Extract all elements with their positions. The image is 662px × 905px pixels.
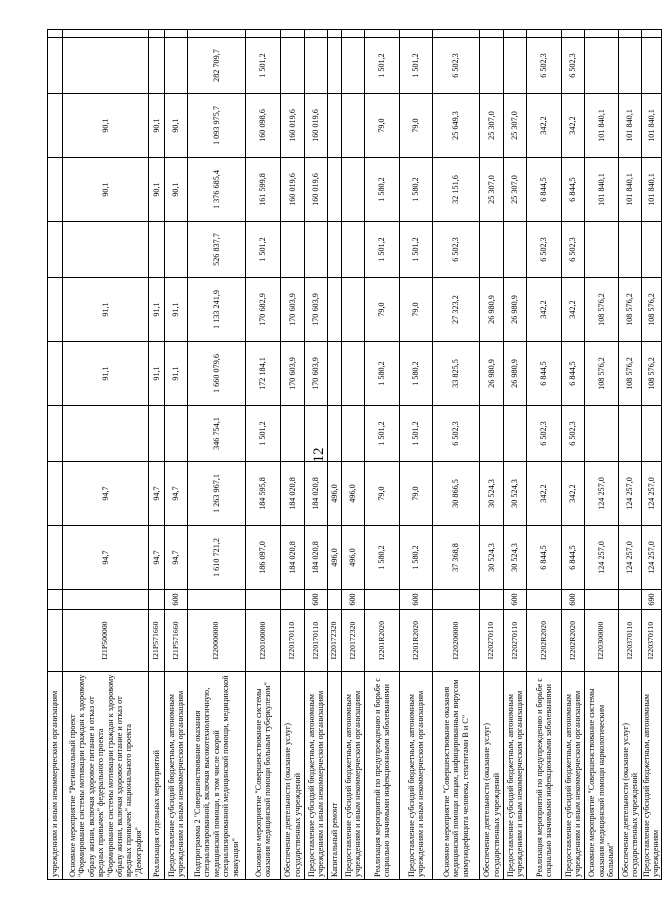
name-cell: Основное мероприятие "Совершенствование системы оказания медицинской помощи наркологическим больным"	[585, 672, 619, 880]
amount-cell-federal-2024	[149, 406, 165, 462]
amount-cell-total-2025: 170 603,9	[281, 342, 305, 406]
amount-cell-regional-2025: 342,2	[562, 278, 585, 342]
amount-cell-extra	[433, 30, 480, 38]
amount-cell-federal-2026	[342, 38, 365, 94]
table-row	[165, 30, 188, 880]
amount-cell-total-2024: 1 610 721,2	[188, 526, 246, 590]
amount-cell-extra	[246, 30, 281, 38]
table-row	[188, 30, 246, 880]
amount-cell-total-2026: 6 844,5	[527, 158, 562, 222]
amount-cell-total-2025: 6 844,5	[527, 342, 562, 406]
amount-cell-total-2026: 1 580,2	[400, 158, 433, 222]
amount-cell-total-2026: 160 019,6	[281, 158, 305, 222]
amount-cell-extra	[149, 30, 165, 38]
amount-cell-federal-2026: 6 502,3	[433, 38, 480, 94]
amount-cell-federal-2025	[328, 222, 342, 278]
amount-cell-regional-2024: 342,2	[527, 462, 562, 526]
amount-cell-regional-2024: 30 866,5	[433, 462, 480, 526]
amount-cell-federal-2024: 6 502,3	[527, 406, 562, 462]
expense-type-cell: 600	[165, 590, 188, 610]
amount-cell-federal-2026	[328, 38, 342, 94]
amount-cell-federal-2026	[642, 38, 662, 94]
amount-cell-federal-2026	[63, 38, 149, 94]
amount-cell-regional-2026: 79,0	[400, 94, 433, 158]
amount-cell-regional-2025: 27 323,2	[433, 278, 480, 342]
amount-cell-regional-2026: 160 019,6	[281, 94, 305, 158]
code-cell: I2201R2020	[365, 610, 400, 672]
amount-cell-federal-2024	[281, 406, 305, 462]
code-cell: I2201R2020	[400, 610, 433, 672]
amount-cell-federal-2025	[149, 222, 165, 278]
amount-cell-total-2024: 124 257,0	[642, 526, 662, 590]
code-cell: I220370110	[642, 610, 662, 672]
amount-cell-regional-2026: 101 840,1	[585, 94, 619, 158]
amount-cell-regional-2024: 1 263 967,1	[188, 462, 246, 526]
table-row	[400, 30, 433, 880]
expense-type-cell	[246, 590, 281, 610]
amount-cell-total-2025: 91,1	[63, 342, 149, 406]
expense-type-cell	[433, 590, 480, 610]
amount-cell-federal-2024: 6 502,3	[562, 406, 585, 462]
amount-cell-extra	[365, 30, 400, 38]
amount-cell-federal-2024	[165, 406, 188, 462]
amount-cell-regional-2025: 1 133 241,9	[188, 278, 246, 342]
amount-cell-federal-2026: 6 502,3	[562, 38, 585, 94]
amount-cell-total-2026: 90,1	[165, 158, 188, 222]
amount-cell-regional-2025: 26 980,9	[480, 278, 504, 342]
amount-cell-regional-2026: 101 840,1	[642, 94, 662, 158]
code-cell: I220172320	[328, 610, 342, 672]
amount-cell-federal-2024	[63, 406, 149, 462]
amount-cell-federal-2025	[619, 222, 642, 278]
amount-cell-federal-2026	[619, 38, 642, 94]
expense-type-cell	[527, 590, 562, 610]
amount-cell-regional-2024: 496,0	[328, 462, 342, 526]
amount-cell-total-2026: 32 151,6	[433, 158, 480, 222]
name-cell: Основное мероприятие "Совершенствование оказания медицинской помощи лицам, инфицированным вирусом иммунодефицита человека, гепатитами В и С"	[433, 672, 480, 880]
table-row	[48, 30, 63, 880]
name-cell: учреждениям и иным некоммерческим организациям	[48, 672, 63, 880]
budget-table	[47, 29, 662, 880]
amount-cell-extra	[188, 30, 246, 38]
amount-cell-regional-2025: 342,2	[527, 278, 562, 342]
table-row	[585, 30, 619, 880]
amount-cell-federal-2025: 6 502,3	[562, 222, 585, 278]
amount-cell-federal-2025	[480, 222, 504, 278]
table-row	[619, 30, 642, 880]
amount-cell-regional-2024: 496,0	[342, 462, 365, 526]
code-cell: I2202R2020	[527, 610, 562, 672]
amount-cell-federal-2026	[281, 38, 305, 94]
amount-cell-regional-2025: 91,1	[63, 278, 149, 342]
amount-cell-federal-2026	[480, 38, 504, 94]
table-row	[433, 30, 480, 880]
name-cell: Основное мероприятие "Региональный проект "Формирование системы мотивации граждан к здоровому образу жизни, включая здоровое питание и отказ от вредных привычек" федерального проекта "Формирование системы мотивации граждан к здоровому образу жизни, включая здоровое питание и отказ от вредных привычек" национального проекта "Демография"	[63, 672, 149, 880]
amount-cell-regional-2024: 94,7	[165, 462, 188, 526]
amount-cell-total-2025: 6 844,5	[562, 342, 585, 406]
amount-cell-total-2024: 124 257,0	[619, 526, 642, 590]
amount-cell-regional-2026	[328, 94, 342, 158]
amount-cell-total-2026	[48, 158, 63, 222]
amount-cell-extra	[342, 30, 365, 38]
amount-cell-regional-2025: 108 576,2	[619, 278, 642, 342]
amount-cell-total-2026: 6 844,5	[562, 158, 585, 222]
table-row	[504, 30, 527, 880]
amount-cell-federal-2025: 1 501,2	[400, 222, 433, 278]
amount-cell-regional-2025: 79,0	[400, 278, 433, 342]
amount-cell-federal-2025	[63, 222, 149, 278]
page-number: 12	[311, 447, 327, 463]
table-row	[562, 30, 585, 880]
amount-cell-extra	[165, 30, 188, 38]
amount-cell-federal-2024	[619, 406, 642, 462]
table-row	[365, 30, 400, 880]
name-cell: Обеспечение деятельности (оказание услуг) государственных учреждений	[281, 672, 305, 880]
amount-cell-extra	[642, 30, 662, 38]
amount-cell-regional-2026: 101 840,1	[619, 94, 642, 158]
expense-type-cell	[281, 590, 305, 610]
table-row	[149, 30, 165, 880]
amount-cell-regional-2024: 184 020,8	[281, 462, 305, 526]
amount-cell-total-2024: 30 524,3	[504, 526, 527, 590]
amount-cell-federal-2025	[504, 222, 527, 278]
amount-cell-regional-2025	[342, 278, 365, 342]
expense-type-cell: 690	[642, 590, 662, 610]
amount-cell-total-2024: 94,7	[149, 526, 165, 590]
amount-cell-total-2025	[48, 342, 63, 406]
amount-cell-total-2025: 108 576,2	[619, 342, 642, 406]
amount-cell-regional-2025: 79,0	[365, 278, 400, 342]
amount-cell-regional-2024: 94,7	[149, 462, 165, 526]
amount-cell-federal-2024: 1 501,2	[365, 406, 400, 462]
amount-cell-total-2024: 6 844,5	[562, 526, 585, 590]
code-cell: I220270110	[504, 610, 527, 672]
amount-cell-regional-2026: 79,0	[365, 94, 400, 158]
amount-cell-federal-2025: 1 501,2	[246, 222, 281, 278]
amount-cell-total-2026: 25 307,0	[480, 158, 504, 222]
table-row	[342, 30, 365, 880]
amount-cell-regional-2026: 1 093 975,7	[188, 94, 246, 158]
amount-cell-regional-2026: 90,1	[63, 94, 149, 158]
amount-cell-federal-2025: 1 501,2	[365, 222, 400, 278]
expense-type-cell: 600	[305, 590, 328, 610]
amount-cell-total-2025: 26 980,9	[504, 342, 527, 406]
code-cell: I21P571660	[165, 610, 188, 672]
amount-cell-total-2026: 25 307,0	[504, 158, 527, 222]
amount-cell-total-2024: 496,0	[328, 526, 342, 590]
table-row	[281, 30, 305, 880]
amount-cell-regional-2026	[48, 94, 63, 158]
amount-cell-total-2025: 33 825,5	[433, 342, 480, 406]
amount-cell-regional-2024: 124 257,0	[619, 462, 642, 526]
code-cell: I2202R2020	[562, 610, 585, 672]
amount-cell-extra	[281, 30, 305, 38]
amount-cell-total-2024: 94,7	[63, 526, 149, 590]
amount-cell-federal-2024	[480, 406, 504, 462]
amount-cell-total-2025: 91,1	[165, 342, 188, 406]
amount-cell-total-2026: 1 580,2	[365, 158, 400, 222]
name-cell: Предоставление субсидий бюджетным, автономным учреждениям и иным некоммерческим организациям	[400, 672, 433, 880]
table-row	[642, 30, 662, 880]
code-cell: I220170110	[281, 610, 305, 672]
amount-cell-regional-2025: 91,1	[165, 278, 188, 342]
amount-cell-regional-2024: 30 524,3	[504, 462, 527, 526]
amount-cell-total-2025: 91,1	[149, 342, 165, 406]
code-cell: I220172320	[342, 610, 365, 672]
amount-cell-regional-2025: 91,1	[149, 278, 165, 342]
amount-cell-regional-2025: 170 603,9	[281, 278, 305, 342]
amount-cell-total-2026: 161 599,8	[246, 158, 281, 222]
table-row	[527, 30, 562, 880]
expense-type-cell: 600	[562, 590, 585, 610]
amount-cell-federal-2024: 346 754,1	[188, 406, 246, 462]
expense-type-cell	[480, 590, 504, 610]
amount-cell-regional-2026: 25 649,3	[433, 94, 480, 158]
amount-cell-total-2025: 108 576,2	[642, 342, 662, 406]
amount-cell-regional-2026: 25 307,0	[480, 94, 504, 158]
name-cell: Капитальный ремонт	[328, 672, 342, 880]
amount-cell-federal-2024: 6 502,3	[433, 406, 480, 462]
amount-cell-extra	[585, 30, 619, 38]
amount-cell-total-2024: 30 524,3	[480, 526, 504, 590]
amount-cell-extra	[480, 30, 504, 38]
amount-cell-total-2025: 26 980,9	[480, 342, 504, 406]
name-cell: Реализация мероприятий по предупреждению и борьбе с социально значимыми инфекционными заболеваниями	[527, 672, 562, 880]
amount-cell-federal-2026: 1 501,2	[246, 38, 281, 94]
amount-cell-total-2026: 90,1	[63, 158, 149, 222]
amount-cell-total-2024: 1 580,2	[400, 526, 433, 590]
expense-type-cell	[619, 590, 642, 610]
amount-cell-regional-2024: 94,7	[63, 462, 149, 526]
amount-cell-federal-2024: 1 501,2	[246, 406, 281, 462]
amount-cell-federal-2024	[328, 406, 342, 462]
expense-type-cell	[188, 590, 246, 610]
name-cell: Предоставление субсидий бюджетным, автономным учреждениям и иным некоммерческим организациям	[342, 672, 365, 880]
amount-cell-federal-2025	[642, 222, 662, 278]
table-row	[328, 30, 342, 880]
amount-cell-extra	[328, 30, 342, 38]
amount-cell-total-2026	[342, 158, 365, 222]
amount-cell-regional-2026	[342, 94, 365, 158]
amount-cell-federal-2026: 1 501,2	[365, 38, 400, 94]
amount-cell-federal-2024	[342, 406, 365, 462]
amount-cell-total-2024: 186 097,0	[246, 526, 281, 590]
amount-cell-total-2026	[328, 158, 342, 222]
amount-cell-federal-2026	[149, 38, 165, 94]
amount-cell-regional-2024: 79,0	[400, 462, 433, 526]
amount-cell-federal-2025: 526 837,7	[188, 222, 246, 278]
code-cell: I220000000	[188, 610, 246, 672]
amount-cell-regional-2024: 342,2	[562, 462, 585, 526]
amount-cell-federal-2026: 1 501,2	[400, 38, 433, 94]
amount-cell-total-2025: 170 603,9	[305, 342, 328, 406]
amount-cell-regional-2026: 25 307,0	[504, 94, 527, 158]
amount-cell-regional-2026: 160 019,6	[305, 94, 328, 158]
rotated-landscape-sheet	[47, 30, 661, 880]
amount-cell-total-2024: 94,7	[165, 526, 188, 590]
amount-cell-total-2024: 6 844,5	[527, 526, 562, 590]
amount-cell-federal-2024: 1 501,2	[400, 406, 433, 462]
expense-type-cell: 600	[400, 590, 433, 610]
amount-cell-regional-2026: 342,2	[562, 94, 585, 158]
amount-cell-regional-2024: 184 020,8	[305, 462, 328, 526]
code-cell: I220200000	[433, 610, 480, 672]
name-cell: Предоставление субсидий бюджетным, автономным учреждениям	[642, 672, 662, 880]
amount-cell-regional-2026: 342,2	[527, 94, 562, 158]
code-cell: I21P571660	[149, 610, 165, 672]
amount-cell-extra	[63, 30, 149, 38]
expense-type-cell	[149, 590, 165, 610]
amount-cell-total-2025: 172 184,1	[246, 342, 281, 406]
name-cell: Обеспечение деятельности (оказание услуг) государственных учреждений	[619, 672, 642, 880]
expense-type-cell	[585, 590, 619, 610]
amount-cell-regional-2025	[48, 278, 63, 342]
amount-cell-federal-2024	[585, 406, 619, 462]
amount-cell-regional-2024: 30 524,3	[480, 462, 504, 526]
name-cell: Реализация отдельных мероприятий	[149, 672, 165, 880]
code-cell: I220300000	[585, 610, 619, 672]
amount-cell-federal-2025	[165, 222, 188, 278]
amount-cell-total-2024: 184 020,8	[281, 526, 305, 590]
amount-cell-regional-2025: 108 576,2	[642, 278, 662, 342]
code-cell: I220270110	[480, 610, 504, 672]
name-cell: Реализация мероприятий по предупреждению и борьбе с социально значимыми инфекционными заболеваниями	[365, 672, 400, 880]
amount-cell-regional-2024: 79,0	[365, 462, 400, 526]
amount-cell-federal-2025	[48, 222, 63, 278]
amount-cell-regional-2025: 108 576,2	[585, 278, 619, 342]
amount-cell-total-2024: 37 368,8	[433, 526, 480, 590]
amount-cell-total-2026: 101 840,1	[619, 158, 642, 222]
amount-cell-total-2026: 101 840,1	[585, 158, 619, 222]
amount-cell-extra	[619, 30, 642, 38]
amount-cell-federal-2026	[165, 38, 188, 94]
amount-cell-regional-2024: 184 595,8	[246, 462, 281, 526]
amount-cell-total-2024: 496,0	[342, 526, 365, 590]
amount-cell-extra	[504, 30, 527, 38]
code-cell: I220170110	[305, 610, 328, 672]
amount-cell-total-2026: 90,1	[149, 158, 165, 222]
amount-cell-extra	[527, 30, 562, 38]
amount-cell-total-2025: 1 580,2	[400, 342, 433, 406]
amount-cell-federal-2024	[48, 406, 63, 462]
code-cell: I220370110	[619, 610, 642, 672]
expense-type-cell: 600	[504, 590, 527, 610]
amount-cell-extra	[562, 30, 585, 38]
expense-type-cell	[365, 590, 400, 610]
code-cell: I220100000	[246, 610, 281, 672]
amount-cell-regional-2026: 90,1	[149, 94, 165, 158]
amount-cell-regional-2025: 170 603,9	[305, 278, 328, 342]
amount-cell-total-2024: 184 020,8	[305, 526, 328, 590]
name-cell: Подпрограмма 2 "Совершенствование оказания специализированной, включая высокотехнологичную, медицинской помощи, в том числе скорой специализированной медицинской помощи, медицинской эвакуации"	[188, 672, 246, 880]
amount-cell-total-2024: 124 257,0	[585, 526, 619, 590]
amount-cell-federal-2025	[281, 222, 305, 278]
expense-type-cell: 600	[342, 590, 365, 610]
amount-cell-total-2025	[342, 342, 365, 406]
amount-cell-federal-2024	[504, 406, 527, 462]
expense-type-cell	[48, 590, 63, 610]
code-cell	[48, 610, 63, 672]
amount-cell-federal-2026	[585, 38, 619, 94]
name-cell: Предоставление субсидий бюджетным, автономным учреждениям и иным некоммерческим организациям	[305, 672, 328, 880]
amount-cell-federal-2026	[48, 38, 63, 94]
amount-cell-total-2026: 160 019,6	[305, 158, 328, 222]
amount-cell-federal-2026	[504, 38, 527, 94]
amount-cell-regional-2024: 124 257,0	[642, 462, 662, 526]
amount-cell-regional-2025: 26 980,9	[504, 278, 527, 342]
amount-cell-federal-2025	[342, 222, 365, 278]
amount-cell-total-2024: 1 580,2	[365, 526, 400, 590]
amount-cell-regional-2025	[328, 278, 342, 342]
expense-type-cell	[328, 590, 342, 610]
amount-cell-federal-2025: 6 502,3	[527, 222, 562, 278]
amount-cell-federal-2024	[642, 406, 662, 462]
amount-cell-total-2026: 101 840,1	[642, 158, 662, 222]
amount-cell-total-2024	[48, 526, 63, 590]
amount-cell-total-2025: 1 660 079,6	[188, 342, 246, 406]
amount-cell-extra	[400, 30, 433, 38]
amount-cell-total-2025: 108 576,2	[585, 342, 619, 406]
table-row	[480, 30, 504, 880]
amount-cell-federal-2025	[585, 222, 619, 278]
amount-cell-federal-2026: 6 502,3	[527, 38, 562, 94]
amount-cell-regional-2026: 90,1	[165, 94, 188, 158]
amount-cell-regional-2024: 124 257,0	[585, 462, 619, 526]
code-cell: I21P500000	[63, 610, 149, 672]
amount-cell-total-2025: 1 580,2	[365, 342, 400, 406]
amount-cell-regional-2025: 170 682,9	[246, 278, 281, 342]
name-cell: Предоставление субсидий бюджетным, автономным учреждениям и иным некоммерческим организациям	[504, 672, 527, 880]
name-cell: Предоставление субсидий бюджетным, автономным учреждениям и иным некоммерческим организациям	[562, 672, 585, 880]
amount-cell-federal-2025: 6 502,3	[433, 222, 480, 278]
amount-cell-regional-2026: 160 098,6	[246, 94, 281, 158]
amount-cell-total-2026: 1 376 685,4	[188, 158, 246, 222]
amount-cell-regional-2024	[48, 462, 63, 526]
expense-type-cell	[63, 590, 149, 610]
amount-cell-total-2025	[328, 342, 342, 406]
table-row	[63, 30, 149, 880]
amount-cell-extra	[48, 30, 63, 38]
name-cell: Обеспечение деятельности (оказание услуг) государственных учреждений	[480, 672, 504, 880]
amount-cell-federal-2026: 282 709,7	[188, 38, 246, 94]
name-cell: Основное мероприятие "Совершенствование системы оказания медицинской помощи больным туберкулезом"	[246, 672, 281, 880]
table-row	[246, 30, 281, 880]
name-cell: Предоставление субсидий бюджетным, автономным учреждениям и иным некоммерческим организациям	[165, 672, 188, 880]
